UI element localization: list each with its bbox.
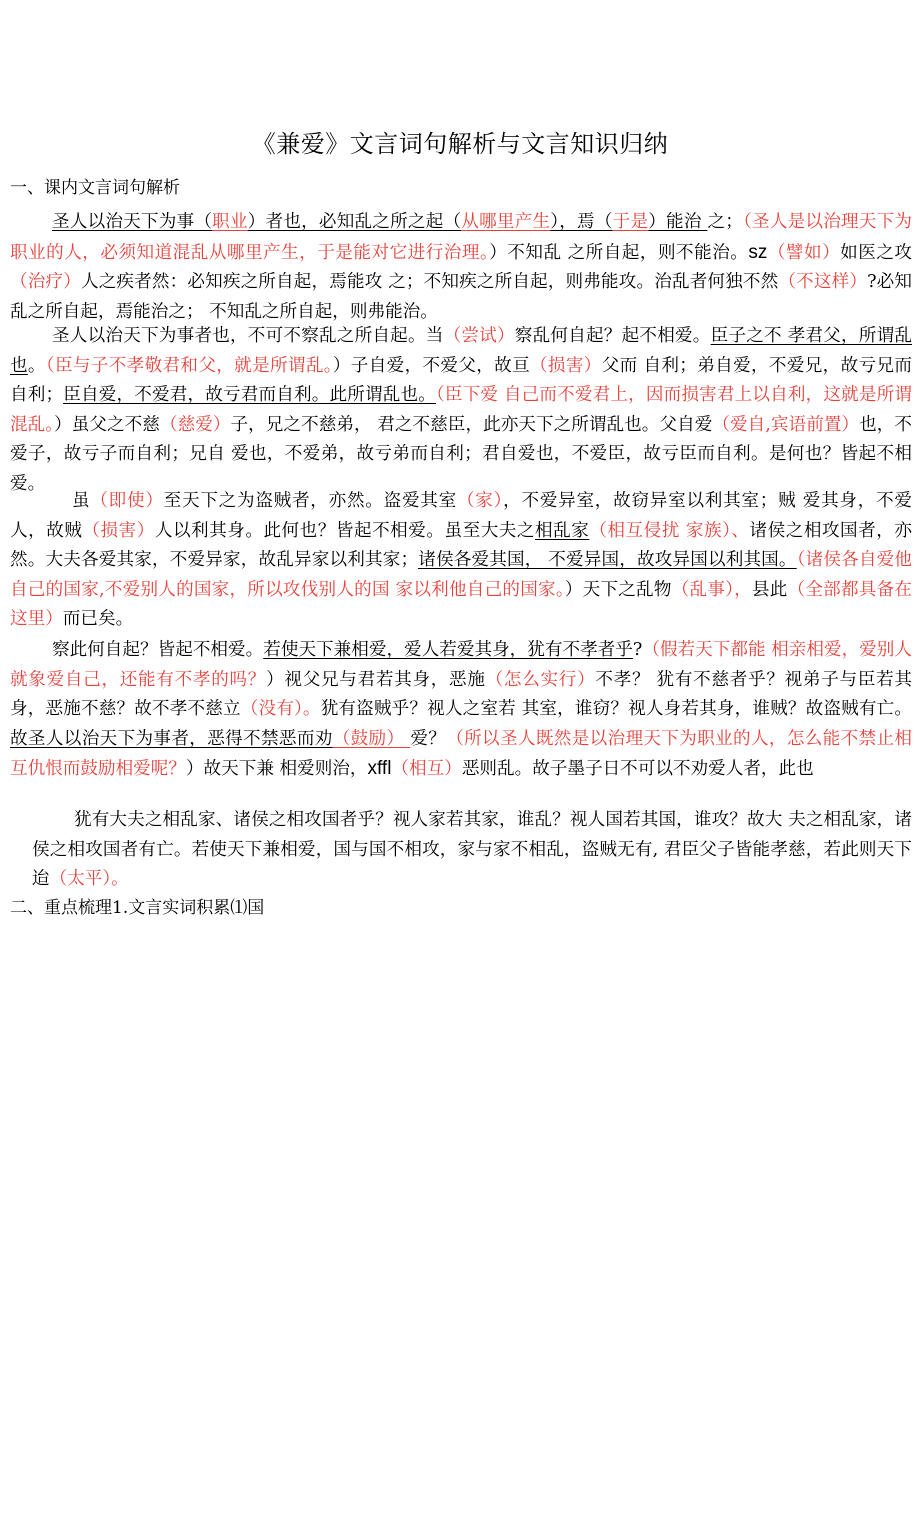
section-heading-1: 一、课内文言词句解析 [10,178,180,198]
text-segment: 至天下之为盗贼者，亦然。盗爱其室 [163,491,457,511]
text-segment: ）故天下兼 相爱则治， [185,759,368,779]
annotation-text: （所以圣人既然是以治理天下为职业的人，怎么能不禁止相互仇恨而鼓励相爱呢？ [10,728,912,779]
text-segment: xffl [367,758,392,779]
paragraph-5 [32,806,912,895]
text-segment: 故圣人以治天下为事者，恶得不禁恶而劝 [10,728,333,749]
annotation-text: （没有）。 [240,699,321,719]
text-segment: ）能治 [648,212,708,232]
text-segment: 人之疾者然：必知疾之所自起，焉能攻 之；不知疾之所自起，则弗能攻。治乱者何独不然 [80,272,779,292]
text-segment: 圣人以治天下为事者也，不可不察乱之所自起。当 [52,326,444,346]
text-segment: 县此 [751,579,788,600]
text-segment: 父而 自利；弟自爱，不爱兄，故亏兄而自利； [10,355,912,405]
annotation-text: （圣人是以治理天下为职业的人，必须知道混乱从哪里产生，于是能对它进行治理。 [10,212,912,263]
text-segment: ?必知乱之所自起，焉能治之； 不知乱之所自起，则弗能治。 [10,272,912,322]
text-segment: ）天下之乱物 [564,579,672,600]
annotation-text: （臣下爱 自己而不爱君上，因而损害君上以自利，这就是所谓混乱。 [10,385,912,435]
text-segment: 圣人以治天下为事（ [52,212,213,232]
text-segment: 犹有大夫之相乱家、诸侯之相攻国者乎？视人家若其家，谁乱？视人国若其国，谁攻？故大 夫之相乱家，诸侯之相攻国者有亡。若使天下兼相爱，国与国不相攻，家与家不相乱，盗贼无有, 君臣父子皆能孝慈，若此则天下迨 [32,810,912,889]
annotation-text: （全部都具备在这里） [10,579,912,629]
annotation-text: （损害） [82,520,155,541]
text-segment: 也，不爱子，故亏子而自利；兄自 爱也，不爱弟，故亏弟而自利；君自爱也，不爱臣，故亏臣而自利。是何也？皆起不相爱。 [10,414,912,494]
annotation-text: （相互） [391,759,462,779]
text-segment: ）子自爱，不爱父，故亘 [332,355,531,376]
annotation-text: （治疗） [10,272,81,292]
paragraph-3 [10,487,912,635]
annotation-text: 于是 [612,212,649,232]
text-segment: 子，兄之不慈弟， 君之不慈臣，此亦天下之所谓乱也。父自爱 [230,414,713,435]
annotation-text: （太平）。 [49,869,129,889]
annotation-text: （假若天下都能 相亲相爱，爱别人就象爱自己，还能有不孝的吗？ [10,640,912,690]
text-segment: sz [748,241,768,263]
text-segment: 诸侯之相攻国者，亦然。大夫各爱其家，不爱异家，故乱异家以利其家； [10,520,912,570]
text-segment: ）者也，必知乱之所之起（ [247,212,462,232]
annotation-text: （损害） [530,355,602,376]
text-segment: 人以利其身。此何也？皆起不相爱。虽至大夫之 [154,520,535,541]
annotation-text: （怎么实行） [485,669,596,690]
text-segment: ? [632,640,643,660]
text-segment: ）视父兄与君若其身，恶施 [266,669,486,690]
annotation-text: （不这样） [778,272,868,292]
text-segment: 。 [27,355,46,376]
text-segment: 诸侯各爱其国， 不爱异国，故攻异国以利其国。 [418,550,797,570]
paragraph-1 [10,208,912,327]
annotation-text: （鼓励） [332,728,411,749]
annotation-text: 从哪里产生 [461,212,551,232]
text-segment: 不孝？ 犹有不慈者乎？视弟子与臣若其身，恶施不慈？故不孝不慈立 [10,669,912,719]
text-segment: ）虽父之不慈 [54,414,160,435]
annotation-text: （即使） [90,491,164,511]
annotation-text: （乱事）， [671,579,752,600]
text-segment: 臣自爱，不爱君，故亏君而自利。此所谓乱也。 [63,385,436,405]
text-segment: ）不知乱 之所自起，则不能治。 [489,242,749,263]
text-segment: 犹有盗贼乎？视人之室若 其室，谁窃？视人身若其身，谁贼？故盗贼有亡。 [320,699,912,719]
annotation-text: （诸侯各自爱他自己的国家,不爱别人的国家，所以攻伐别人的国 家以利他自己的国家。 [10,550,912,600]
section-heading-2: 二、重点梳理1.文言实词积累⑴国 [10,898,265,918]
annotation-text: （臣与子不孝敬君和父，就是所谓乱。 [45,355,333,376]
annotation-text: （相互侵扰 家族）、 [589,520,750,541]
paragraph-2 [10,322,912,499]
annotation-text: （家） [456,491,504,511]
annotation-text: （譬如） [767,242,841,263]
annotation-text: 职业 [212,212,248,232]
text-segment: ，不爱异室，故窃异室以利其室；贼 爱其身，不爱人，故贼 [10,491,912,541]
text-segment: 察乱何自起？起不相爱。 [514,326,711,346]
paragraph-4 [10,636,912,785]
text-segment: 爱？ [410,728,447,749]
annotation-text: （尝试） [443,326,515,346]
text-segment: 如医之攻 [840,242,912,263]
text-segment: 相乱家 [535,520,590,541]
text-segment: 若使天下兼相爱，爱人若爱其身，犹有不孝者乎 [263,640,633,660]
annotation-text: （爱自,宾语前置） [712,414,860,435]
text-segment: 而已矣。 [62,609,134,629]
text-segment: 臣子之不 孝君父，所谓乱也 [10,326,912,376]
text-segment: 恶则乱。故子墨子日不可以不劝爱人者，此也 [461,759,814,779]
text-segment: 之； [707,212,743,232]
text-segment: 察此何自起？皆起不相爱。 [52,640,264,660]
text-segment: 虽 [72,491,91,511]
annotation-text: （慈爱） [159,414,231,435]
document-title: 《兼爱》文言词句解析与文言知识归纳 [251,130,669,158]
text-segment: ），焉（ [550,212,613,232]
